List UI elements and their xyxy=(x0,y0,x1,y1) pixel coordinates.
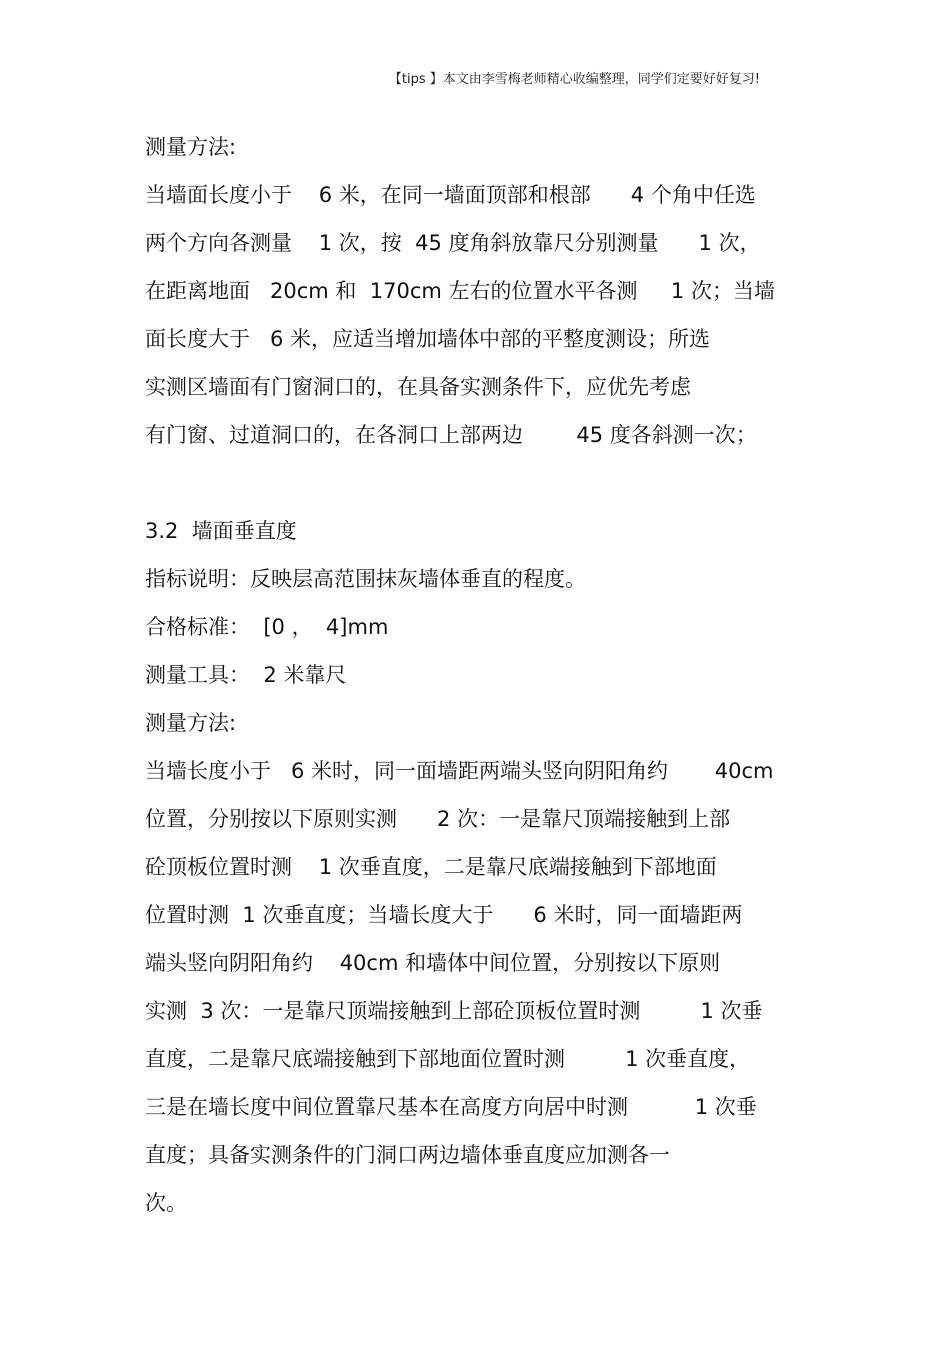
text-line: 当墙面长度小于 6 米，在同一墙面顶部和根部 4 个角中任选 xyxy=(145,183,756,207)
text-line: 直度，二是靠尺底端接触到下部地面位置时测 1 次垂直度， xyxy=(145,1047,751,1071)
text-line: 测量工具： 2 米靠尺 xyxy=(145,663,347,687)
text-line: 实测区墙面有门窗洞口的，在具备实测条件下，应优先考虑 xyxy=(145,375,691,399)
text-line: 在距离地面 20cm 和 170cm 左右的位置水平各测 1 次；当墙 xyxy=(145,279,775,303)
header-tips: 【tips 】本文由李雪梅老师精心收编整理，同学们定要好好复习! xyxy=(388,72,760,87)
text-line: 两个方向各测量 1 次，按 45 度角斜放靠尺分别测量 1 次， xyxy=(145,231,761,255)
text-line: 位置，分别按以下原则实测 2 次：一是靠尺顶端接触到上部 xyxy=(145,807,731,831)
text-line: 直度；具备实测条件的门洞口两边墙体垂直度应加测各一 xyxy=(145,1143,670,1167)
text-line: 指标说明：反映层高范围抹灰墙体垂直的程度。 xyxy=(145,567,586,591)
text-line: 测量方法: xyxy=(145,135,237,159)
text-line: 当墙长度小于 6 米时，同一面墙距两端头竖向阴阳角约 40cm xyxy=(145,759,774,783)
text-line: 砼顶板位置时测 1 次垂直度，二是靠尺底端接触到下部地面 xyxy=(145,855,717,879)
text-line: 有门窗、过道洞口的，在各洞口上部两边 45 度各斜测一次； xyxy=(145,423,757,447)
text-line: 三是在墙长度中间位置靠尺基本在高度方向居中时测 1 次垂 xyxy=(145,1095,757,1119)
section-heading: 3.2 墙面垂直度 xyxy=(145,519,297,543)
text-line: 次。 xyxy=(145,1191,187,1215)
text-line: 测量方法: xyxy=(145,711,237,735)
text-line: 实测 3 次：一是靠尺顶端接触到上部砼顶板位置时测 1 次垂 xyxy=(145,999,763,1023)
text-line: 端头竖向阴阳角约 40cm 和墙体中间位置，分别按以下原则 xyxy=(145,951,721,975)
text-line: 合格标准： [0 ， 4]mm xyxy=(145,615,389,639)
text-line: 面长度大于 6 米，应适当增加墙体中部的平整度测设；所选 xyxy=(145,327,711,351)
text-line: 位置时测 1 次垂直度；当墙长度大于 6 米时，同一面墙距两 xyxy=(145,903,743,927)
